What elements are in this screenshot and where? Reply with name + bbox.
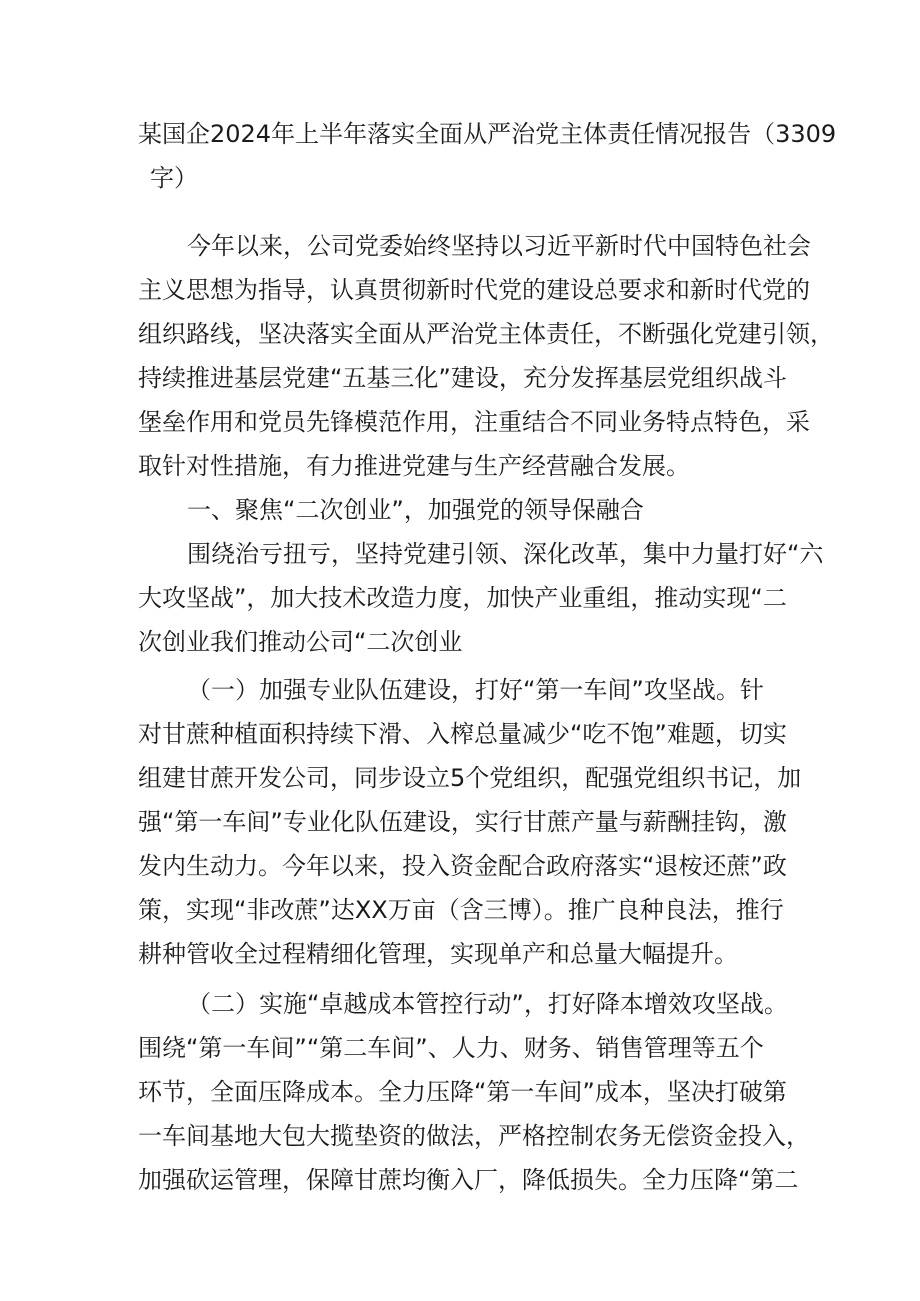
paragraph-line: 围绕“第一车间”“第二车间”、人力、财务、销售管理等五个: [138, 1034, 764, 1062]
paragraph-line: （二）实施“卓越成本管控行动”，打好降本增效攻坚战。: [187, 990, 788, 1018]
paragraph-line: 发内生动力。今年以来，投入资金配合政府落实“退桉还蔗”政: [138, 852, 787, 880]
paragraph-line: 取针对性措施，有力推进党建与生产经营融合发展。: [138, 452, 690, 480]
paragraph-line: 今年以来，公司党委始终坚持以习近平新时代中国特色社会: [187, 232, 811, 260]
paragraph-line: （一）加强专业队伍建设，打好“第一车间”攻坚战。针: [187, 676, 764, 704]
paragraph-line: 堡垒作用和党员先锋模范作用，注重结合不同业务特点特色，采: [138, 408, 810, 436]
paragraph-line: 组织路线，坚决落实全面从严治党主体责任，不断强化党建引领，: [138, 320, 834, 348]
paragraph-line: 对甘蔗种植面积持续下滑、入榨总量减少“吃不饱”难题，切实: [138, 720, 787, 748]
title-line: 字）: [150, 164, 198, 192]
paragraph-line: 强“第一车间”专业化队伍建设，实行甘蔗产量与薪酬挂钩，激: [138, 808, 787, 836]
paragraph-line: 加强砍运管理，保障甘蔗均衡入厂，降低损失。全力压降“第二: [138, 1166, 799, 1194]
paragraph-line: 围绕治亏扭亏，坚持党建引领、深化改革，集中力量打好“六: [187, 540, 824, 568]
paragraph-line: 主义思想为指导，认真贯彻新时代党的建设总要求和新时代党的: [138, 276, 810, 304]
section-heading: 一、聚焦“二次创业”，加强党的领导保融合: [187, 496, 644, 524]
paragraph-line: 耕种管收全过程精细化管理，实现单产和总量大幅提升。: [138, 940, 738, 968]
paragraph-line: 大攻坚战”，加大技术改造力度，加快产业重组，推动实现“二: [138, 584, 787, 612]
paragraph-line: 环节，全面压降成本。全力压降“第一车间”成本，坚决打破第: [138, 1078, 787, 1106]
title-line: 某国企2024年上半年落实全面从严治党主体责任情况报告（3309: [138, 120, 837, 148]
paragraph-line: 组建甘蔗开发公司，同步设立5个党组织，配强党组织书记，加: [138, 764, 802, 792]
paragraph-line: 策，实现“非改蔗”达XX万亩（含三博）。推广良种良法，推行: [138, 896, 784, 924]
paragraph-line: 一车间基地大包大揽垫资的做法，严格控制农务无偿资金投入，: [138, 1122, 810, 1150]
paragraph-line: 次创业我们推动公司“二次创业: [138, 628, 463, 656]
paragraph-line: 持续推进基层党建“五基三化”建设，充分发挥基层党组织战斗: [138, 364, 787, 392]
